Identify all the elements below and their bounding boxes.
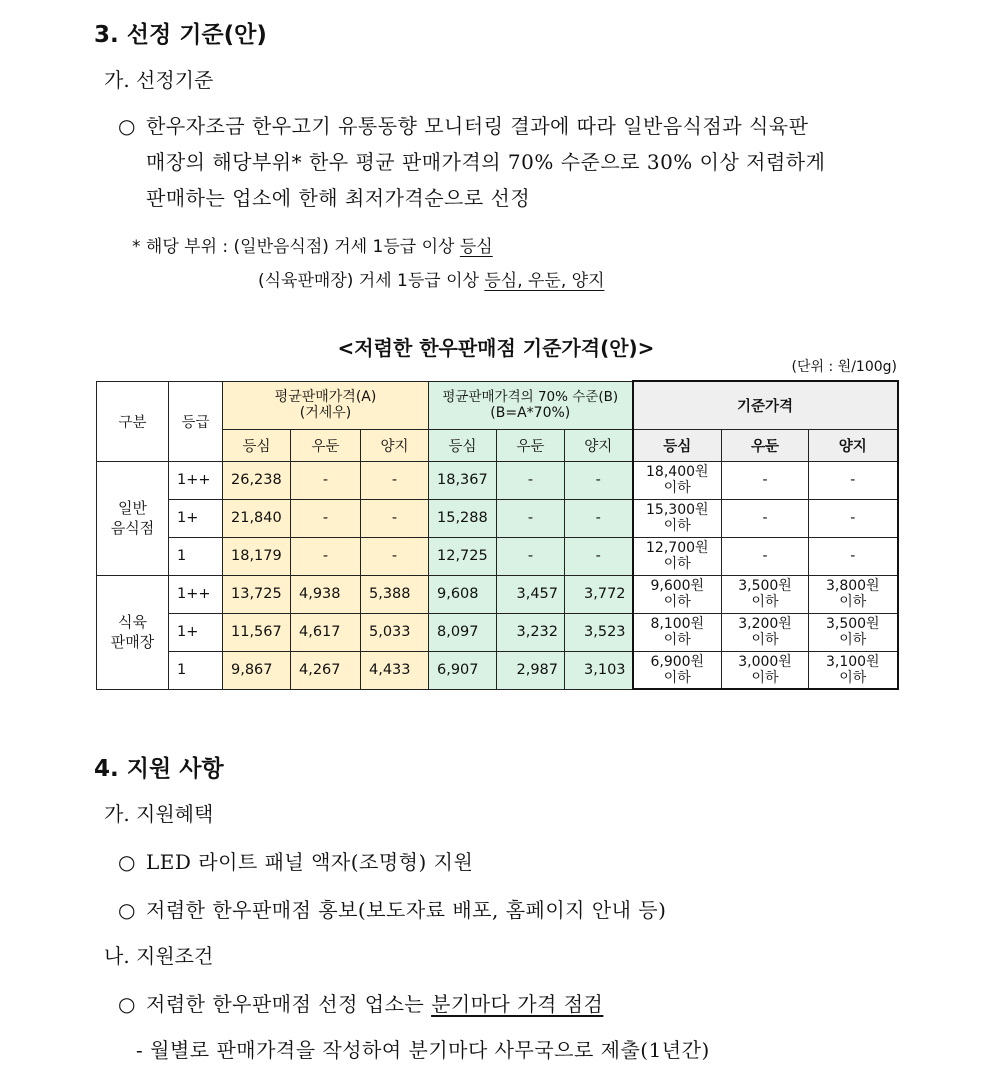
header-cut: 양지 bbox=[361, 429, 429, 461]
avg-price-cell: 11,567 bbox=[223, 613, 291, 651]
standard-price-value: 12,700원 bbox=[646, 540, 709, 556]
header-category: 구분 bbox=[97, 381, 169, 461]
benefit-item-2 bbox=[118, 894, 666, 923]
standard-price-cell bbox=[809, 575, 898, 613]
grade-cell: 1 bbox=[169, 537, 223, 575]
header-cut: 양지 bbox=[809, 429, 898, 461]
standard-price-value: 3,500원 bbox=[738, 578, 792, 594]
avg-price-cell: 4,617 bbox=[291, 613, 361, 651]
standard-price-cell bbox=[633, 537, 722, 575]
avg-price-cell: 4,267 bbox=[291, 651, 361, 689]
standard-price-cell bbox=[633, 575, 722, 613]
group-label-line2: 판매장 bbox=[110, 633, 155, 651]
seventy-price-cell: - bbox=[565, 499, 633, 537]
note-line2 bbox=[258, 266, 605, 291]
condition-1-text: 저렴한 한우판매점 선정 업소는 bbox=[146, 992, 425, 1016]
header-seventy-line2: (B=A*70%) bbox=[490, 405, 571, 421]
standard-price-suffix: 이하 bbox=[839, 594, 867, 610]
avg-price-cell: - bbox=[361, 461, 429, 499]
header-cut: 우둔 bbox=[722, 429, 809, 461]
condition-detail-text: 월별로 판매가격을 작성하여 분기마다 사무국으로 제출(1년간) bbox=[150, 1038, 710, 1062]
header-cut: 우둔 bbox=[497, 429, 565, 461]
seventy-price-cell: 3,523 bbox=[565, 613, 633, 651]
avg-price-cell: 18,179 bbox=[223, 537, 291, 575]
standard-price-suffix: 이하 bbox=[663, 518, 691, 534]
grade-cell: 1+ bbox=[169, 499, 223, 537]
criteria-paragraph-line3: 판매하는 업소에 한해 최저가격순으로 선정 bbox=[146, 186, 531, 210]
header-grade: 등급 bbox=[169, 381, 223, 461]
table-row bbox=[97, 537, 898, 575]
group-label-cell bbox=[97, 575, 169, 689]
criteria-paragraph-line2: 매장의 해당부위* 한우 평균 판매가격의 70% 수준으로 30% 이상 저렴하게 bbox=[146, 150, 826, 174]
standard-price-value: 15,300원 bbox=[646, 502, 709, 518]
standard-price-value: 9,600원 bbox=[650, 578, 705, 594]
table-row bbox=[97, 575, 898, 613]
section4-title: 4. 지원 사항 bbox=[94, 756, 224, 782]
standard-price-cell bbox=[722, 575, 809, 613]
standard-price-value: 6,900원 bbox=[650, 653, 705, 670]
standard-price-value: - bbox=[762, 472, 768, 488]
standard-price-cell bbox=[722, 499, 809, 537]
header-avg-line2: (거세우) bbox=[299, 405, 352, 421]
avg-price-cell: 4,433 bbox=[361, 651, 429, 689]
standard-price-cell bbox=[809, 613, 898, 651]
standard-price-value: - bbox=[850, 548, 856, 564]
standard-price-suffix: 이하 bbox=[663, 669, 691, 686]
standard-price-value: - bbox=[762, 548, 768, 564]
standard-price-cell bbox=[809, 499, 898, 537]
section3-sub-a: 가. 선정기준 bbox=[104, 68, 214, 92]
group-label-cell bbox=[97, 461, 169, 575]
seventy-price-cell: 3,772 bbox=[565, 575, 633, 613]
seventy-price-cell: - bbox=[497, 461, 565, 499]
header-avg-line1: 평균판매가격(A) bbox=[274, 389, 377, 405]
standard-price-cell bbox=[633, 651, 722, 689]
note-line2-underlined: 등심, 우둔, 양지 bbox=[484, 271, 605, 291]
header-cut: 등심 bbox=[429, 429, 497, 461]
avg-price-cell: 5,033 bbox=[361, 613, 429, 651]
standard-price-value: 3,000원 bbox=[738, 653, 792, 670]
seventy-price-cell: 9,608 bbox=[429, 575, 497, 613]
header-seventy-price bbox=[429, 381, 633, 429]
header-standard-price: 기준가격 bbox=[633, 381, 898, 429]
grade-cell: 1+ bbox=[169, 613, 223, 651]
condition-detail bbox=[136, 1034, 710, 1063]
header-cut: 우둔 bbox=[291, 429, 361, 461]
header-avg-price bbox=[223, 381, 429, 429]
standard-price-suffix: 이하 bbox=[751, 669, 779, 686]
note-line1-underlined: 등심 bbox=[459, 237, 493, 257]
bullet-circle-icon: ○ bbox=[118, 114, 136, 138]
seventy-price-cell: 15,288 bbox=[429, 499, 497, 537]
standard-price-value: - bbox=[850, 472, 856, 488]
standard-price-cell bbox=[722, 537, 809, 575]
standard-price-value: 3,500원 bbox=[825, 616, 880, 632]
group-label-line1: 일반 bbox=[118, 499, 147, 517]
note-line1-text: 해당 부위 : (일반음식점) 거세 1등급 이상 bbox=[145, 237, 455, 257]
criteria-paragraph-line1 bbox=[118, 110, 808, 139]
avg-price-cell: 4,938 bbox=[291, 575, 361, 613]
header-cut: 등심 bbox=[223, 429, 291, 461]
avg-price-cell: 26,238 bbox=[223, 461, 291, 499]
standard-price-value: - bbox=[850, 510, 856, 526]
section4-sub-a: 가. 지원혜택 bbox=[104, 802, 214, 826]
standard-price-suffix: 이하 bbox=[839, 632, 867, 648]
note-star: * bbox=[132, 237, 141, 257]
note-line1 bbox=[132, 232, 493, 257]
seventy-price-cell: 12,725 bbox=[429, 537, 497, 575]
seventy-price-cell: - bbox=[497, 537, 565, 575]
note-line2-text: (식육판매장) 거세 1등급 이상 bbox=[258, 271, 479, 291]
bullet-circle-icon: ○ bbox=[118, 992, 136, 1016]
standard-price-suffix: 이하 bbox=[663, 594, 691, 610]
grade-cell: 1 bbox=[169, 651, 223, 689]
standard-price-cell bbox=[809, 461, 898, 499]
avg-price-cell: - bbox=[361, 537, 429, 575]
seventy-price-cell: - bbox=[565, 461, 633, 499]
standard-price-cell bbox=[722, 461, 809, 499]
avg-price-cell: - bbox=[291, 499, 361, 537]
avg-price-cell: - bbox=[291, 461, 361, 499]
seventy-price-cell: 8,097 bbox=[429, 613, 497, 651]
table-unit: (단위 : 원/100g) bbox=[791, 359, 897, 375]
header-cut: 등심 bbox=[633, 429, 722, 461]
standard-price-suffix: 이하 bbox=[663, 632, 691, 648]
condition-1-underlined: 분기마다 가격 점검 bbox=[431, 992, 604, 1016]
avg-price-cell: 9,867 bbox=[223, 651, 291, 689]
standard-price-cell bbox=[809, 651, 898, 689]
table-row bbox=[97, 499, 898, 537]
bullet-circle-icon: ○ bbox=[118, 850, 136, 874]
table-row bbox=[97, 461, 898, 499]
seventy-price-cell: 2,987 bbox=[497, 651, 565, 689]
standard-price-cell bbox=[722, 651, 809, 689]
condition-item-1 bbox=[118, 988, 603, 1017]
seventy-price-cell: 3,457 bbox=[497, 575, 565, 613]
header-seventy-line1: 평균판매가격의 70% 수준(B) bbox=[442, 389, 619, 405]
seventy-price-cell: - bbox=[497, 499, 565, 537]
standard-price-cell bbox=[809, 537, 898, 575]
seventy-price-cell: - bbox=[565, 537, 633, 575]
seventy-price-cell: 6,907 bbox=[429, 651, 497, 689]
avg-price-cell: 21,840 bbox=[223, 499, 291, 537]
grade-cell: 1++ bbox=[169, 575, 223, 613]
benefit-2-text: 저렴한 한우판매점 홍보(보도자료 배포, 홈페이지 안내 등) bbox=[146, 898, 667, 922]
avg-price-cell: - bbox=[291, 537, 361, 575]
standard-price-suffix: 이하 bbox=[751, 594, 779, 610]
table-row bbox=[97, 613, 898, 651]
section3-title: 3. 선정 기준(안) bbox=[94, 22, 267, 48]
standard-price-suffix: 이하 bbox=[751, 632, 779, 648]
benefit-1-text: LED 라이트 패널 액자(조명형) 지원 bbox=[146, 850, 474, 874]
table-title: <저렴한 한우판매점 기준가격(안)> bbox=[337, 336, 655, 360]
standard-price-value: - bbox=[762, 510, 768, 526]
standard-price-cell bbox=[633, 499, 722, 537]
group-label-line2: 음식점 bbox=[110, 519, 155, 537]
standard-price-cell bbox=[722, 613, 809, 651]
standard-price-value: 8,100원 bbox=[650, 616, 705, 632]
standard-price-suffix: 이하 bbox=[839, 669, 867, 686]
seventy-price-cell: 3,232 bbox=[497, 613, 565, 651]
para-text-1: 한우자조금 한우고기 유통동향 모니터링 결과에 따라 일반음식점과 식육판 bbox=[146, 114, 809, 138]
seventy-price-cell: 3,103 bbox=[565, 651, 633, 689]
group-label-line1: 식육 bbox=[118, 613, 147, 631]
section4-sub-b: 나. 지원조건 bbox=[104, 944, 214, 968]
avg-price-cell: 13,725 bbox=[223, 575, 291, 613]
avg-price-cell: 5,388 bbox=[361, 575, 429, 613]
standard-price-value: 18,400원 bbox=[646, 464, 709, 480]
condition-dash: - bbox=[136, 1038, 144, 1062]
standard-price-cell bbox=[633, 461, 722, 499]
bullet-circle-icon: ○ bbox=[118, 898, 136, 922]
grade-cell: 1++ bbox=[169, 461, 223, 499]
table-row bbox=[97, 651, 898, 689]
standard-price-suffix: 이하 bbox=[663, 480, 691, 496]
standard-price-value: 3,200원 bbox=[738, 616, 792, 632]
standard-price-cell bbox=[633, 613, 722, 651]
standard-price-value: 3,100원 bbox=[825, 653, 880, 670]
standard-price-suffix: 이하 bbox=[663, 556, 691, 572]
header-cut: 양지 bbox=[565, 429, 633, 461]
benefit-item-1 bbox=[118, 846, 473, 875]
avg-price-cell: - bbox=[361, 499, 429, 537]
price-table bbox=[96, 380, 899, 690]
standard-price-value: 3,800원 bbox=[825, 578, 880, 594]
seventy-price-cell: 18,367 bbox=[429, 461, 497, 499]
